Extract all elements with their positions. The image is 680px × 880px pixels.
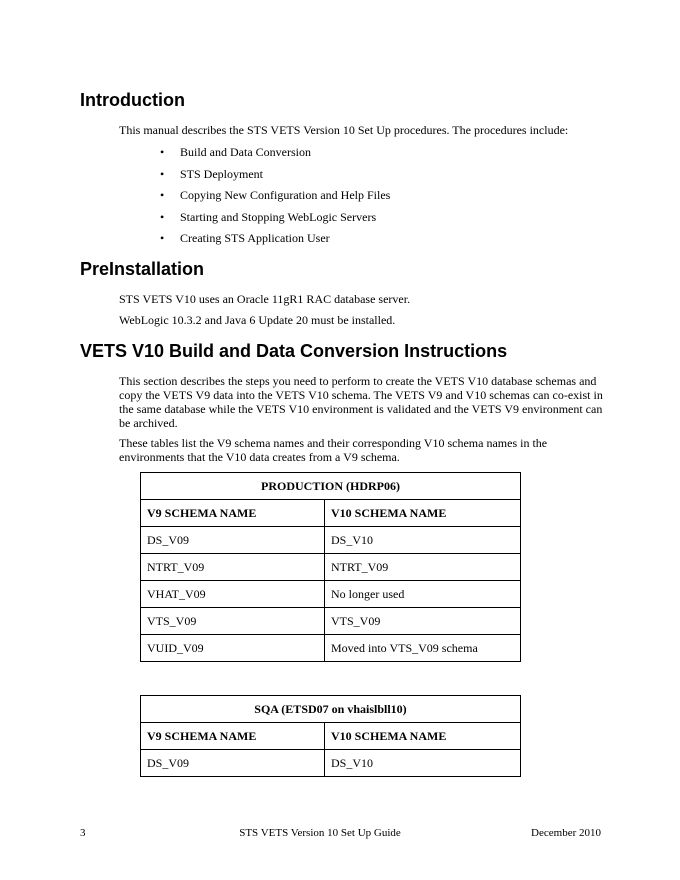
table-row: [141, 750, 521, 777]
bullet-icon: •: [160, 188, 165, 202]
footer-date: December 2010: [531, 827, 601, 839]
table-cell: NTRT_V09: [325, 554, 521, 581]
table-cell: Moved into VTS_V09 schema: [325, 635, 521, 662]
footer-title: STS VETS Version 10 Set Up Guide: [239, 827, 401, 839]
list-item: • Creating STS Application User: [160, 231, 330, 245]
table-cell: DS_V09: [141, 527, 325, 554]
table-cell: No longer used: [325, 581, 521, 608]
table-cell: NTRT_V09: [141, 554, 325, 581]
table-caption: SQA (ETSD07 on vhaislbll10): [141, 696, 521, 723]
bullet-icon: •: [160, 209, 165, 224]
intro-paragraph: This manual describes the STS VETS Version 10 Set Up procedures. The procedures include:: [119, 123, 569, 137]
procedure-list: [160, 144, 390, 252]
heading-preinstallation: PreInstallation: [80, 259, 205, 279]
production-schema-table: [140, 472, 521, 662]
heading-introduction: Introduction: [80, 90, 185, 110]
preinstall-paragraph-2: WebLogic 10.3.2 and Java 6 Update 20 must be installed.: [119, 313, 396, 327]
table-cell: DS_V09: [141, 750, 325, 777]
column-header: V10 SCHEMA NAME: [325, 500, 521, 527]
table-row: [141, 527, 521, 554]
table-cell: VHAT_V09: [141, 581, 325, 608]
table-cell: VTS_V09: [325, 608, 521, 635]
table-cell: DS_V10: [325, 527, 521, 554]
bullet-icon: •: [160, 231, 165, 245]
table-row: [141, 554, 521, 581]
table-cell: VTS_V09: [141, 608, 325, 635]
sqa-schema-table: [140, 695, 521, 777]
table-caption: PRODUCTION (HDRP06): [141, 473, 521, 500]
footer-page-number: 3: [80, 827, 86, 839]
table-row: [141, 635, 521, 662]
table-cell: VUID_V09: [141, 635, 325, 662]
column-header: V9 SCHEMA NAME: [141, 723, 325, 750]
list-item: • Starting and Stopping WebLogic Servers: [160, 209, 377, 224]
list-item: • Copying New Configuration and Help Files: [160, 188, 391, 202]
table-row: [141, 608, 521, 635]
table-cell: DS_V10: [325, 750, 521, 777]
bullet-icon: •: [160, 145, 165, 159]
build-paragraph-2: These tables list the V9 schema names and their corresponding V10 schema names in the environments that the V10 data creates from a V9 schema.: [119, 436, 548, 464]
preinstall-paragraph-1: STS VETS V10 uses an Oracle 11gR1 RAC database server.: [119, 292, 411, 306]
heading-build-conversion: VETS V10 Build and Data Conversion Instructions: [80, 341, 508, 361]
list-item: • STS Deployment: [160, 166, 263, 181]
table-row: [141, 581, 521, 608]
column-header: V9 SCHEMA NAME: [141, 500, 325, 527]
column-header: V10 SCHEMA NAME: [325, 723, 521, 750]
build-paragraph-1: This section describes the steps you need to perform to create the VETS V10 database schemas and copy the VETS V9 data into the VETS V10 schema. The VETS V9 and V10 schemas can co-exist in the same database while the VETS V10 environment is validated and the VETS V9 environment can be archived.: [119, 374, 603, 430]
bullet-icon: •: [160, 166, 165, 181]
list-item: • Build and Data Conversion: [160, 145, 311, 159]
